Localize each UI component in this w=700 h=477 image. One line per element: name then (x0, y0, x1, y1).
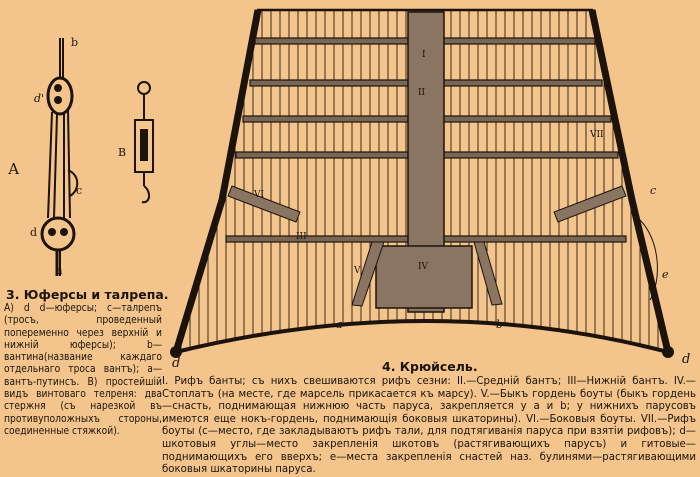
fig4-label-VII: VII (590, 130, 604, 140)
fig3-label-d-lower: d (30, 226, 38, 239)
figure-3-caption: А) d d—юферсы; c—талрепъ (тросъ, проведенный попеременно через верхній и нижній юферсы); b—вантина(название каждаго отдельнаго троса вантъ); a—вантъ-путинсъ. В) простейшій видъ винтоваго телреня: два стержня (съ нарезкой въ противуположныхъ стороны, соединенные стяжкой). (4, 303, 162, 437)
fig4-label-I: I (422, 50, 426, 60)
fig3-label-A: А (8, 160, 20, 178)
figure-4-title: 4. Крюйсель. (382, 359, 478, 374)
fig3-label-d-upper: d' (34, 92, 45, 105)
fig4-label-III: III (296, 232, 307, 242)
figure-4-caption: I. Рифъ банты; съ нихъ свешиваются рифъ сезни: II.—Средній бантъ; III—Нижній бантъ. IV.—Стоплатъ (на месте, где марсель прикасается къ марсу). V.—Быкъ гордень боуты (быкъ гордень—снасть, поднимающая нижнюю часть паруса, закрепляется у a и b; у нижнихъ парусовъ имеются еще нокъ-гордень, поднимающія боковыя шкаторины). VI.—Боковыя боуты. VII.—Рифъ боуты (c—место, где закладываютъ рифъ тали, для подтягиванія паруса при взятіи рифовъ); d—шкотовыя углы—место закрепленія шкотовъ (растягивающихъ парусъ) и гитовые—поднимающихъ его вверхъ; e—места закрепленія снастей наз. булинями—растягивающими боковыя шкаторины паруса. (162, 376, 696, 476)
fig4-label-b: b (496, 318, 504, 331)
figure-3-title: 3. Юферсы и талрепа. (6, 287, 169, 302)
fig4-label-IV: IV (418, 262, 429, 272)
fig3-label-B: В (118, 146, 127, 159)
fig4-label-e: e (662, 268, 669, 281)
fig4-label-VI: VI (254, 190, 265, 200)
fig4-label-V: V (354, 266, 361, 276)
fig4-label-II: II (418, 88, 426, 98)
fig3-label-b: b (71, 36, 79, 49)
clew-right (662, 346, 674, 358)
fig4-label-c: c (650, 184, 657, 197)
top-lining (376, 246, 472, 308)
fig3-label-a: a (56, 264, 63, 277)
fig4-label-a: a (336, 318, 343, 331)
fig4-label-d-right: d (682, 352, 691, 367)
fig3-label-c: c (76, 184, 83, 197)
fig4-label-d-left: d (172, 356, 181, 371)
